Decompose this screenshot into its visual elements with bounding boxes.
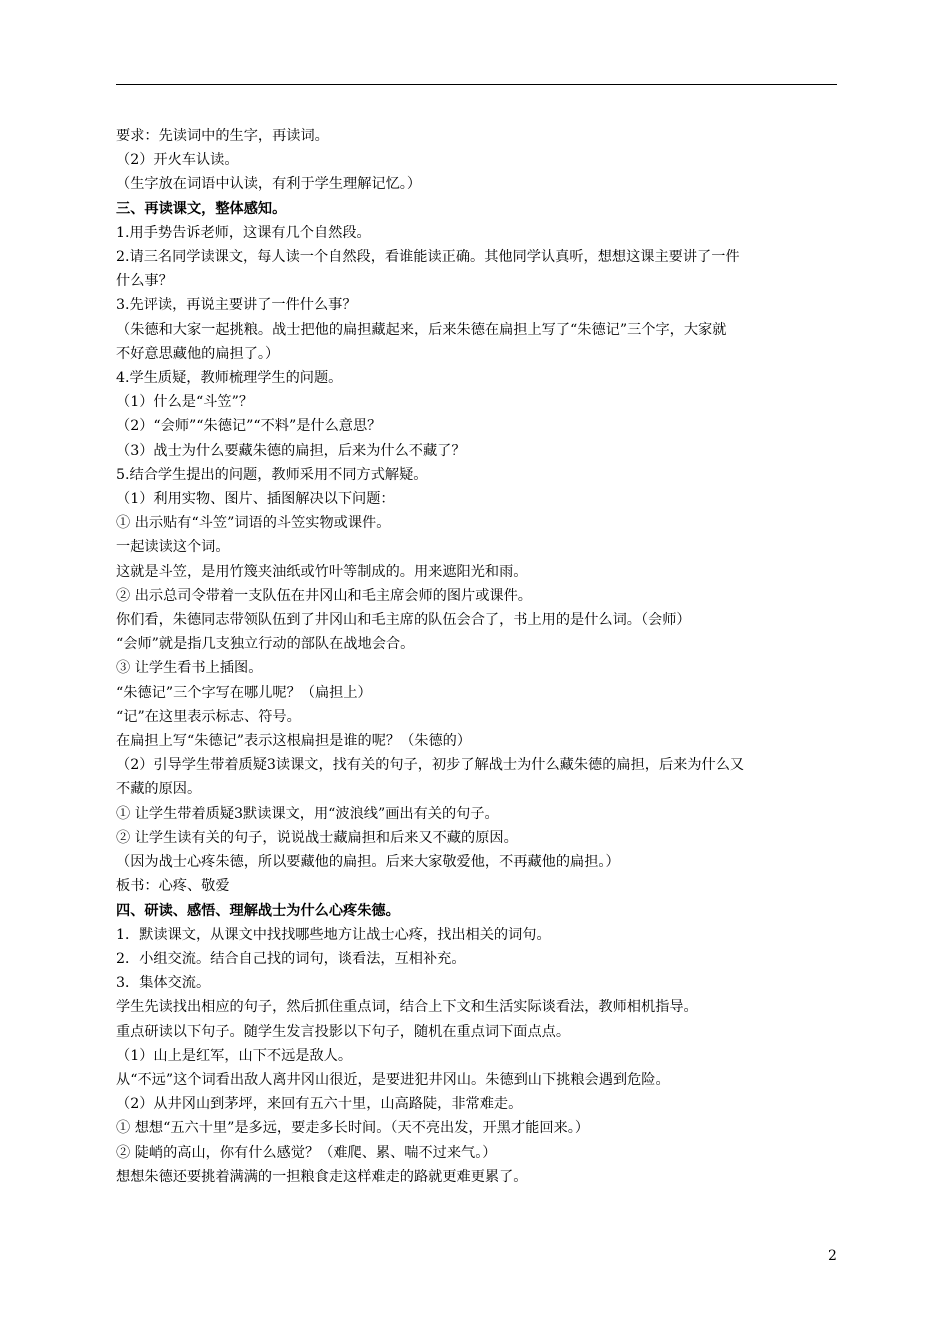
text-line: ② 出示总司令带着一支队伍在井冈山和毛主席会师的图片或课件。 [116, 587, 532, 604]
text-line: 5.结合学生提出的问题，教师采用不同方式解疑。 [116, 466, 428, 483]
text-line: 2.请三名同学读课文，每人读一个自然段，看谁能读正确。其他同学认真听，想想这课主要讲了一件 [116, 249, 740, 266]
text-line: （1）什么是“斗笠”？ [116, 394, 254, 411]
text-line: 板书：心疼、敬爱 [116, 878, 230, 895]
text-line: 要求：先读词中的生字，再读词。 [116, 128, 329, 144]
text-line: （朱德和大家一起挑粮。战士把他的扁担藏起来，后来朱德在扁担上写了“朱德记”三个字，大家就 [116, 321, 727, 338]
text-line: （2）“会师”“朱德记”“不料”是什么意思？ [116, 418, 382, 435]
text-line: （3）战士为什么要藏朱德的扁担，后来为什么不藏了？ [116, 442, 466, 459]
text-line: （2）开火车认读。 [116, 152, 239, 169]
text-line: ① 想想“五六十里”是多远，要走多长时间。（天不亮出发，开黑才能回来。） [116, 1120, 590, 1137]
text-line: ② 让学生读有关的句子，说说战士藏扁担和后来又不藏的原因。 [116, 829, 518, 846]
text-line: ① 让学生带着质疑3默读课文，用“波浪线”画出有关的句子。 [116, 805, 499, 822]
text-line: 1．默读课文，从课文中找找哪些地方让战士心疼，找出相关的词句。 [116, 926, 551, 943]
page-number: 2 [828, 1248, 837, 1264]
text-line: ① 出示贴有“斗笠”词语的斗笠实物或课件。 [116, 515, 391, 532]
text-line: （2）引导学生带着质疑3读课文，找有关的句子，初步了解战士为什么藏朱德的扁担，后来为什么又 [116, 757, 745, 774]
text-line: 想想朱德还要挑着满满的一担粮食走这样难走的路就更难更累了。 [116, 1168, 528, 1185]
text-line: 1.用手势告诉老师，这课有几个自然段。 [116, 224, 371, 241]
text-line: 在扁担上写“朱德记”表示这根扁担是谁的呢？（朱德的） [116, 733, 472, 750]
text-line: 学生先读找出相应的句子，然后抓住重点词，结合上下文和生活实际谈看法，教师相机指导。 [116, 999, 698, 1016]
text-line: “记”在这里表示标志、符号。 [116, 708, 301, 725]
text-line: 你们看，朱德同志带领队伍到了井冈山和毛主席的队伍会合了，书上用的是什么词。（会师） [116, 612, 691, 629]
text-line: （2）从井冈山到茅坪，来回有五六十里，山高路陡，非常难走。 [116, 1096, 523, 1113]
text-line: 3．集体交流。 [116, 975, 211, 992]
text-line: 2．小组交流。结合自己找的词句，谈看法，互相补充。 [116, 950, 466, 967]
text-line: 从“不远”这个词看出敌人离井冈山很近，是要进犯井冈山。朱德到山下挑粮会遇到危险。 [116, 1071, 670, 1088]
text-line: 4.学生质疑，教师梳理学生的问题。 [116, 370, 343, 387]
text-line: （1）利用实物、图片、插图解决以下问题： [116, 491, 395, 508]
text-line: ③ 让学生看书上插图。 [116, 660, 263, 677]
text-line: 不藏的原因。 [116, 781, 202, 798]
header-rule [116, 84, 837, 85]
text-line: 一起读读这个词。 [116, 539, 230, 556]
text-line: “会师”就是指几支独立行动的部队在战地会合。 [116, 636, 415, 653]
text-line: 重点研读以下句子。随学生发言投影以下句子，随机在重点词下面点点。 [116, 1023, 571, 1040]
text-line: 3.先评读，再说主要讲了一件什么事？ [116, 297, 357, 314]
document-body [116, 124, 838, 1189]
text-line: （1）山上是红军，山下不远是敌人。 [116, 1047, 353, 1064]
text-line: “朱德记”三个字写在哪儿呢？（扁担上） [116, 684, 372, 701]
text-line: （因为战士心疼朱德，所以要藏他的扁担。后来大家敬爱他，不再藏他的扁担。） [116, 854, 620, 871]
section-heading: 三、再读课文，整体感知。 [116, 200, 287, 217]
text-line: （生字放在词语中认读，有利于学生理解记忆。） [116, 176, 422, 193]
section-heading: 四、研读、感悟、理解战士为什么心疼朱德。 [116, 902, 400, 919]
text-line: 这就是斗笠，是用竹篾夹油纸或竹叶等制成的。用来遮阳光和雨。 [116, 563, 528, 580]
text-line: ② 陡峭的高山，你有什么感觉？（难爬、累、喘不过来气。） [116, 1144, 497, 1161]
text-line: 不好意思藏他的扁担了。） [116, 345, 280, 362]
text-line: 什么事？ [116, 273, 173, 290]
